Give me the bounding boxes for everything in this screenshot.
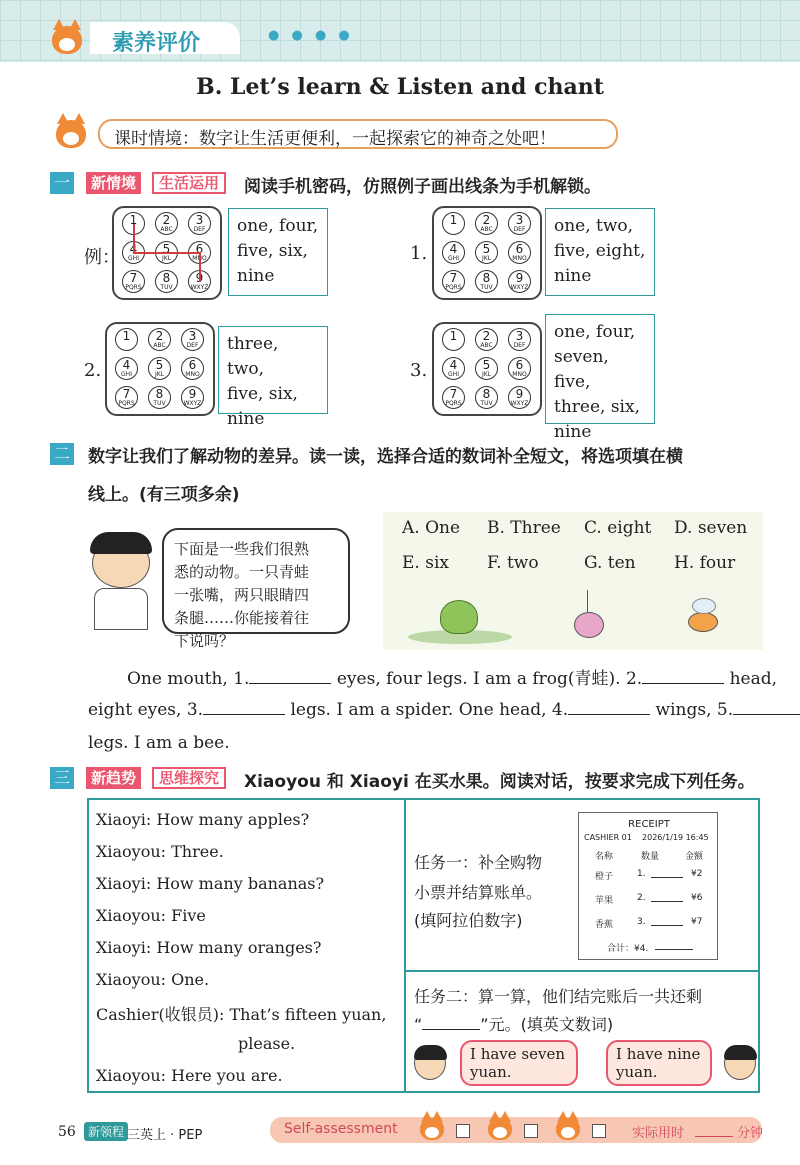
key-letters: WXYZ	[183, 400, 202, 407]
key-digit: 7	[122, 387, 131, 401]
context-banner: 课时情境：数字让生活更便利，一起探索它的神奇之处吧！	[98, 119, 618, 149]
dialogue-line: Xiaoyou: Here you are.	[96, 1066, 283, 1085]
keypad-key-2[interactable]	[475, 212, 498, 235]
section-2-number: 二	[50, 443, 74, 465]
boy-speech-bubble	[162, 528, 350, 650]
item-1-label: 1.	[410, 243, 428, 264]
key-digit: 4	[129, 242, 138, 256]
section-1-tag-new-context: 新情境	[86, 172, 141, 194]
keypad-key-5[interactable]	[475, 241, 498, 264]
task-1-line: 小票并结算账单。	[414, 883, 543, 902]
section-3-instruction: Xiaoyou 和 Xiaoyi 在买水果。阅读对话，按要求完成下列任务。	[244, 772, 755, 792]
dialogue-line: Xiaoyou: Five	[96, 906, 206, 925]
password-box-example	[228, 208, 328, 296]
task-2-line2	[414, 1012, 613, 1035]
time-blank[interactable]	[695, 1136, 733, 1137]
example-label: 例：	[84, 247, 120, 268]
keypad-3[interactable]	[432, 322, 542, 416]
fox-mascot-icon	[52, 26, 82, 54]
paw-prints-icon: ● ● ● ●	[268, 28, 354, 43]
key-digit: 8	[482, 271, 491, 285]
blank-4[interactable]	[568, 698, 650, 715]
passage-text: One mouth, 1.	[127, 669, 250, 689]
spider-icon	[574, 612, 604, 638]
section-2-instruction-line2: 线上。(有三项多余)	[88, 485, 240, 505]
dialogue-line: Cashier(收银员): That’s fifteen yuan,	[96, 1005, 387, 1024]
password-line: five, eight,	[554, 241, 646, 261]
speech-line: yuan.	[616, 1063, 658, 1081]
key-letters: PQRS	[445, 400, 462, 407]
password-line: nine	[554, 422, 592, 442]
key-letters: MNO	[512, 255, 527, 262]
key-digit: 7	[129, 271, 138, 285]
key-digit: 5	[482, 358, 491, 372]
key-digit: 2	[482, 213, 491, 227]
receipt-header-name: 名称	[595, 852, 614, 862]
receipt-meta: CASHIER 01 2026/1/19 16:45	[584, 833, 709, 842]
option-f: F. two	[487, 553, 539, 573]
fox-rating-icon	[556, 1118, 580, 1140]
key-letters: JKL	[481, 371, 492, 378]
rating-checkbox-2[interactable]	[524, 1124, 538, 1138]
keypad-key-3[interactable]	[508, 212, 531, 235]
fox-rating-icon	[420, 1118, 444, 1140]
password-line: three, two,	[227, 334, 279, 379]
section-3-tag-new-trend: 新趋势	[86, 767, 141, 789]
speech-line: I have nine	[616, 1045, 701, 1063]
keypad-key-4[interactable]	[442, 357, 465, 380]
keypad-key-3[interactable]	[508, 328, 531, 351]
key-letters: ABC	[153, 342, 166, 349]
key-digit: 8	[162, 271, 171, 285]
receipt-blank[interactable]	[651, 925, 683, 926]
receipt-item-qty: 2.	[637, 893, 646, 903]
task-2-line1: 任务二：算一算，他们结完账后一共还剩	[414, 987, 703, 1006]
receipt-item-name: 橙子	[595, 872, 614, 882]
key-digit: 2	[162, 213, 171, 227]
password-line: seven, five,	[554, 347, 609, 392]
section-3-tag-thinking: 思维探究	[152, 767, 226, 789]
key-digit: 5	[482, 242, 491, 256]
task-1-line: (填阿拉伯数字)	[414, 911, 523, 930]
table-divider	[404, 970, 760, 972]
bee-icon	[688, 612, 718, 632]
unlock-path-line	[134, 224, 200, 285]
key-letters: WXYZ	[190, 284, 209, 291]
passage-line-2	[88, 698, 800, 720]
key-letters: DEF	[513, 226, 526, 233]
keypad-key-8[interactable]	[148, 386, 171, 409]
dialogue-line: Xiaoyi: How many oranges?	[96, 938, 322, 957]
receipt-item-name: 香蕉	[595, 920, 614, 930]
key-letters: GHI	[128, 255, 139, 262]
section-1-instruction: 阅读手机密码，仿照例子画出线条为手机解锁。	[244, 177, 601, 197]
passage-text: eyes, four legs. I am a frog(青蛙). 2.	[336, 669, 643, 689]
girl-avatar-icon	[724, 1046, 756, 1080]
key-digit: 7	[449, 387, 458, 401]
key-digit: 6	[195, 242, 204, 256]
bee-wings-icon	[692, 598, 716, 614]
dialogue-line: Xiaoyi: How many bananas?	[96, 874, 325, 893]
page-title: B. Let’s learn & Listen and chant	[196, 74, 604, 100]
option-a: A. One	[402, 518, 461, 538]
key-letters: ABC	[480, 226, 493, 233]
key-letters: DEF	[193, 226, 206, 233]
key-digit: 1	[122, 329, 131, 343]
option-d: D. seven	[674, 518, 748, 538]
receipt	[578, 812, 718, 960]
speech-right	[606, 1040, 712, 1086]
task-1-line: 任务一：补全购物	[414, 853, 543, 872]
password-box-1	[545, 208, 655, 296]
key-digit: 8	[155, 387, 164, 401]
keypad-2[interactable]	[105, 322, 215, 416]
password-line: nine	[237, 266, 275, 286]
keypad-key-9[interactable]	[508, 270, 531, 293]
password-box-3	[545, 314, 655, 442]
key-digit: 3	[515, 329, 524, 343]
receipt-blank[interactable]	[651, 901, 683, 902]
fox-reader-icon	[56, 120, 86, 148]
password-line: one, two,	[554, 216, 634, 236]
receipt-item-amount: ¥6	[691, 893, 703, 903]
book-label: 三英上 · PEP	[127, 1128, 203, 1143]
blank-2[interactable]	[642, 667, 724, 684]
key-letters: TUV	[480, 400, 493, 407]
key-letters: TUV	[480, 284, 493, 291]
blank-5[interactable]	[733, 698, 800, 715]
key-digit: 9	[515, 271, 524, 285]
option-h: H. four	[674, 553, 736, 573]
key-digit: 9	[195, 271, 204, 285]
key-digit: 1	[449, 329, 458, 343]
keypad-key-1[interactable]	[115, 328, 138, 351]
section-2-instruction-line1: 数字让我们了解动物的差异。读一读，选择合适的数词补全短文，将选项填在横	[88, 447, 683, 467]
dialogue-line: Xiaoyou: One.	[96, 970, 210, 989]
key-letters: ABC	[160, 226, 173, 233]
item-3-label: 3.	[410, 360, 428, 381]
password-line: one, four,	[554, 322, 636, 342]
example-unlock-path	[114, 208, 224, 302]
keypad-key-5[interactable]	[148, 357, 171, 380]
keypad-key-6[interactable]	[181, 357, 204, 380]
section-1-number: 一	[50, 172, 74, 194]
password-line: nine	[227, 409, 265, 429]
key-letters: PQRS	[125, 284, 142, 291]
boy-hair-icon	[90, 532, 152, 554]
bubble-line: 条腿……你能接着往	[174, 609, 310, 627]
blank-1[interactable]	[249, 667, 331, 684]
receipt-item-amount: ¥2	[691, 869, 703, 879]
key-digit: 1	[129, 213, 138, 227]
passage-text: wings, 5.	[655, 700, 734, 720]
receipt-header-amount: 金额	[685, 852, 704, 862]
key-letters: DEF	[186, 342, 199, 349]
frog-icon	[440, 600, 478, 634]
keypad-key-2[interactable]	[475, 328, 498, 351]
spider-thread-icon	[587, 590, 588, 612]
self-assessment-label: Self-assessment	[284, 1121, 398, 1137]
key-letters: JKL	[154, 371, 165, 378]
bubble-line: 下说吗？	[174, 632, 235, 650]
keypad-1[interactable]	[432, 206, 542, 300]
keypad-key-3[interactable]	[181, 328, 204, 351]
header-title: 素养评价	[112, 31, 201, 56]
key-letters: MNO	[192, 255, 207, 262]
key-digit: 9	[515, 387, 524, 401]
keypad-key-9[interactable]	[508, 386, 531, 409]
rating-checkbox-1[interactable]	[456, 1124, 470, 1138]
dialogue-line: Xiaoyou: Three.	[96, 842, 224, 861]
keypad-example[interactable]	[112, 206, 222, 300]
task-2-suffix: ”元。(填英文数词)	[480, 1015, 614, 1034]
key-letters: GHI	[448, 371, 459, 378]
bubble-line: 一张嘴，两只眼睛四	[174, 586, 310, 604]
key-digit: 2	[155, 329, 164, 343]
rating-checkbox-3[interactable]	[592, 1124, 606, 1138]
password-line: five, six,	[227, 384, 298, 404]
keypad-key-7[interactable]	[115, 386, 138, 409]
receipt-total-blank[interactable]	[655, 949, 693, 950]
table-divider	[404, 798, 406, 1093]
task-2-blank[interactable]	[422, 1015, 480, 1030]
item-2-label: 2.	[84, 360, 102, 381]
key-letters: GHI	[448, 255, 459, 262]
key-letters: TUV	[153, 400, 166, 407]
dialogue-line: please.	[238, 1034, 296, 1053]
passage-line-1	[127, 664, 777, 689]
key-letters: DEF	[513, 342, 526, 349]
key-digit: 6	[188, 358, 197, 372]
key-digit: 5	[162, 242, 171, 256]
dialogue-line: Xiaoyi: How many apples?	[96, 810, 310, 829]
key-digit: 3	[195, 213, 204, 227]
keypad-key-5[interactable]	[475, 357, 498, 380]
receipt-item-qty: 3.	[637, 917, 646, 927]
password-line: three, six,	[554, 397, 640, 417]
receipt-blank[interactable]	[651, 877, 683, 878]
receipt-item-amount: ¥7	[691, 917, 703, 927]
key-digit: 1	[449, 213, 458, 227]
receipt-header-qty: 数量	[641, 852, 660, 862]
section-3-number: 三	[50, 767, 74, 789]
keypad-key-7[interactable]	[442, 386, 465, 409]
key-letters: PQRS	[118, 400, 135, 407]
password-line: one, four,	[237, 216, 319, 236]
speech-left	[460, 1040, 578, 1086]
blank-3[interactable]	[203, 698, 285, 715]
key-letters: TUV	[160, 284, 173, 291]
speech-line: I have seven	[470, 1045, 566, 1063]
keypad-key-4[interactable]	[115, 357, 138, 380]
key-letters: WXYZ	[510, 400, 529, 407]
passage-text: head,	[729, 669, 778, 689]
boy-avatar-icon	[414, 1046, 446, 1080]
password-line: five, six,	[237, 241, 308, 261]
keypad-key-1[interactable]	[442, 328, 465, 351]
key-digit: 4	[449, 242, 458, 256]
keypad-key-9[interactable]	[181, 386, 204, 409]
bubble-line: 悉的动物。一只青蛙	[174, 563, 310, 581]
key-letters: ABC	[480, 342, 493, 349]
passage-text: legs. I am a spider. One head, 4.	[290, 700, 569, 720]
key-digit: 2	[482, 329, 491, 343]
key-digit: 4	[449, 358, 458, 372]
brand-logo: 新领程	[84, 1122, 128, 1141]
key-digit: 8	[482, 387, 491, 401]
key-letters: MNO	[512, 371, 527, 378]
task-2-quote: “	[414, 1015, 423, 1034]
key-digit: 6	[515, 358, 524, 372]
key-digit: 3	[188, 329, 197, 343]
time-used-label: 实际用时	[632, 1126, 685, 1141]
key-letters: MNO	[185, 371, 200, 378]
keypad-key-1[interactable]	[442, 212, 465, 235]
receipt-item-qty: 1.	[637, 869, 646, 879]
keypad-key-2[interactable]	[148, 328, 171, 351]
option-e: E. six	[402, 553, 449, 573]
boy-shirt-icon	[94, 588, 148, 630]
key-digit: 6	[515, 242, 524, 256]
option-c: C. eight	[584, 518, 652, 538]
option-g: G. ten	[584, 553, 636, 573]
fox-rating-icon	[488, 1118, 512, 1140]
receipt-total: 合计：¥4.	[607, 944, 649, 954]
key-digit: 9	[188, 387, 197, 401]
passage-text: eight eyes, 3.	[88, 700, 204, 720]
bubble-line: 下面是一些我们很熟	[174, 540, 310, 558]
time-unit-label: 分钟	[737, 1126, 764, 1141]
keypad-key-4[interactable]	[442, 241, 465, 264]
option-b: B. Three	[487, 518, 561, 538]
password-box-2	[218, 326, 328, 429]
key-letters: PQRS	[445, 284, 462, 291]
section-1-tag-life-use: 生活运用	[152, 172, 226, 194]
key-digit: 3	[515, 213, 524, 227]
page-number: 56	[58, 1124, 76, 1140]
key-letters: GHI	[121, 371, 132, 378]
key-digit: 4	[122, 358, 131, 372]
speech-line: yuan.	[470, 1063, 512, 1081]
keypad-key-8[interactable]	[475, 386, 498, 409]
keypad-key-7[interactable]	[442, 270, 465, 293]
key-digit: 5	[155, 358, 164, 372]
password-line: nine	[554, 266, 592, 286]
receipt-item-name: 苹果	[595, 896, 614, 906]
passage-line-3: legs. I am a bee.	[88, 733, 230, 753]
key-letters: WXYZ	[510, 284, 529, 291]
keypad-key-8[interactable]	[475, 270, 498, 293]
key-letters: JKL	[161, 255, 172, 262]
keypad-key-6[interactable]	[508, 357, 531, 380]
keypad-key-6[interactable]	[508, 241, 531, 264]
key-digit: 7	[449, 271, 458, 285]
key-letters: JKL	[481, 255, 492, 262]
receipt-title: RECEIPT	[628, 819, 670, 830]
